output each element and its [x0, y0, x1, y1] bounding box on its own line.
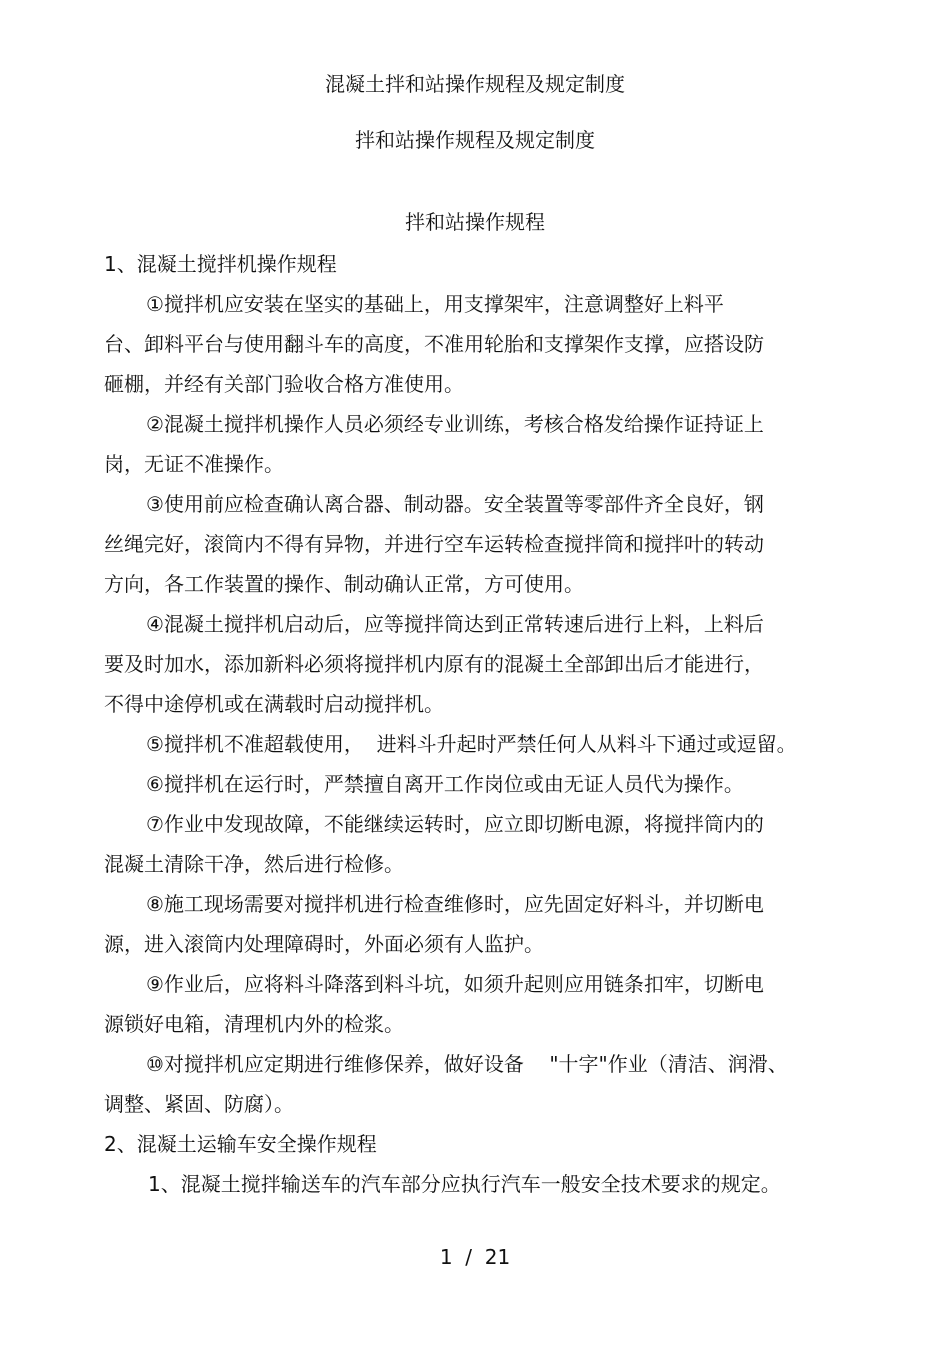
- document-subtitle: 拌和站操作规程及规定制度: [355, 128, 595, 152]
- paragraph-line: 方向，各工作装置的操作、制动确认正常，方可使用。: [104, 572, 584, 596]
- paragraph-line: 砸棚，并经有关部门验收合格方准使用。: [104, 372, 464, 396]
- paragraph-line: 丝绳完好，滚筒内不得有异物，并进行空车运转检查搅拌筒和搅拌叶的转动: [104, 532, 764, 556]
- paragraph-line: ①搅拌机应安装在坚实的基础上，用支撑架牢，注意调整好上料平: [146, 292, 724, 316]
- document-title: 混凝土拌和站操作规程及规定制度: [325, 72, 625, 96]
- paragraph-line: ⑨作业后，应将料斗降落到料斗坑，如须升起则应用链条扣牢，切断电: [146, 972, 764, 996]
- paragraph-line: 台、卸料平台与使用翻斗车的高度，不准用轮胎和支撑架作支撑，应搭设防: [104, 332, 764, 356]
- paragraph-line: 混凝土清除干净，然后进行检修。: [104, 852, 404, 876]
- section-heading-1: 1、混凝土搅拌机操作规程: [104, 252, 337, 276]
- paragraph-line: ③使用前应检查确认离合器、制动器。安全装置等零部件齐全良好，钢: [146, 492, 764, 516]
- paragraph-line: ②混凝土搅拌机操作人员必须经专业训练，考核合格发给操作证持证上: [146, 412, 764, 436]
- paragraph-line: ⑤搅拌机不准超载使用， 进料斗升起时严禁任何人从料斗下通过或逗留。: [146, 732, 797, 756]
- paragraph-line: ⑩对搅拌机应定期进行维修保养，做好设备 "十字"作业（清洁、润滑、: [146, 1052, 788, 1076]
- paragraph-line: ⑦作业中发现故障，不能继续运转时，应立即切断电源，将搅拌筒内的: [146, 812, 764, 836]
- paragraph-line: 1、混凝土搅拌输送车的汽车部分应执行汽车一般安全技术要求的规定。: [148, 1172, 781, 1196]
- paragraph-line: 源，进入滚筒内处理障碍时，外面必须有人监护。: [104, 932, 544, 956]
- paragraph-line: 要及时加水，添加新料必须将搅拌机内原有的混凝土全部卸出后才能进行，: [104, 652, 764, 676]
- page-number: 1 / 21: [439, 1245, 511, 1269]
- paragraph-line: 调整、紧固、防腐）。: [104, 1092, 294, 1116]
- section-title: 拌和站操作规程: [405, 210, 545, 234]
- paragraph-line: 不得中途停机或在满载时启动搅拌机。: [104, 692, 444, 716]
- paragraph-line: 岗，无证不准操作。: [104, 452, 284, 476]
- paragraph-line: ⑧施工现场需要对搅拌机进行检查维修时，应先固定好料斗，并切断电: [146, 892, 764, 916]
- paragraph-line: ⑥搅拌机在运行时，严禁擅自离开工作岗位或由无证人员代为操作。: [146, 772, 744, 796]
- paragraph-line: ④混凝土搅拌机启动后，应等搅拌筒达到正常转速后进行上料，上料后: [146, 612, 764, 636]
- paragraph-line: 源锁好电箱，清理机内外的检浆。: [104, 1012, 404, 1036]
- section-heading-2: 2、混凝土运输车安全操作规程: [104, 1132, 377, 1156]
